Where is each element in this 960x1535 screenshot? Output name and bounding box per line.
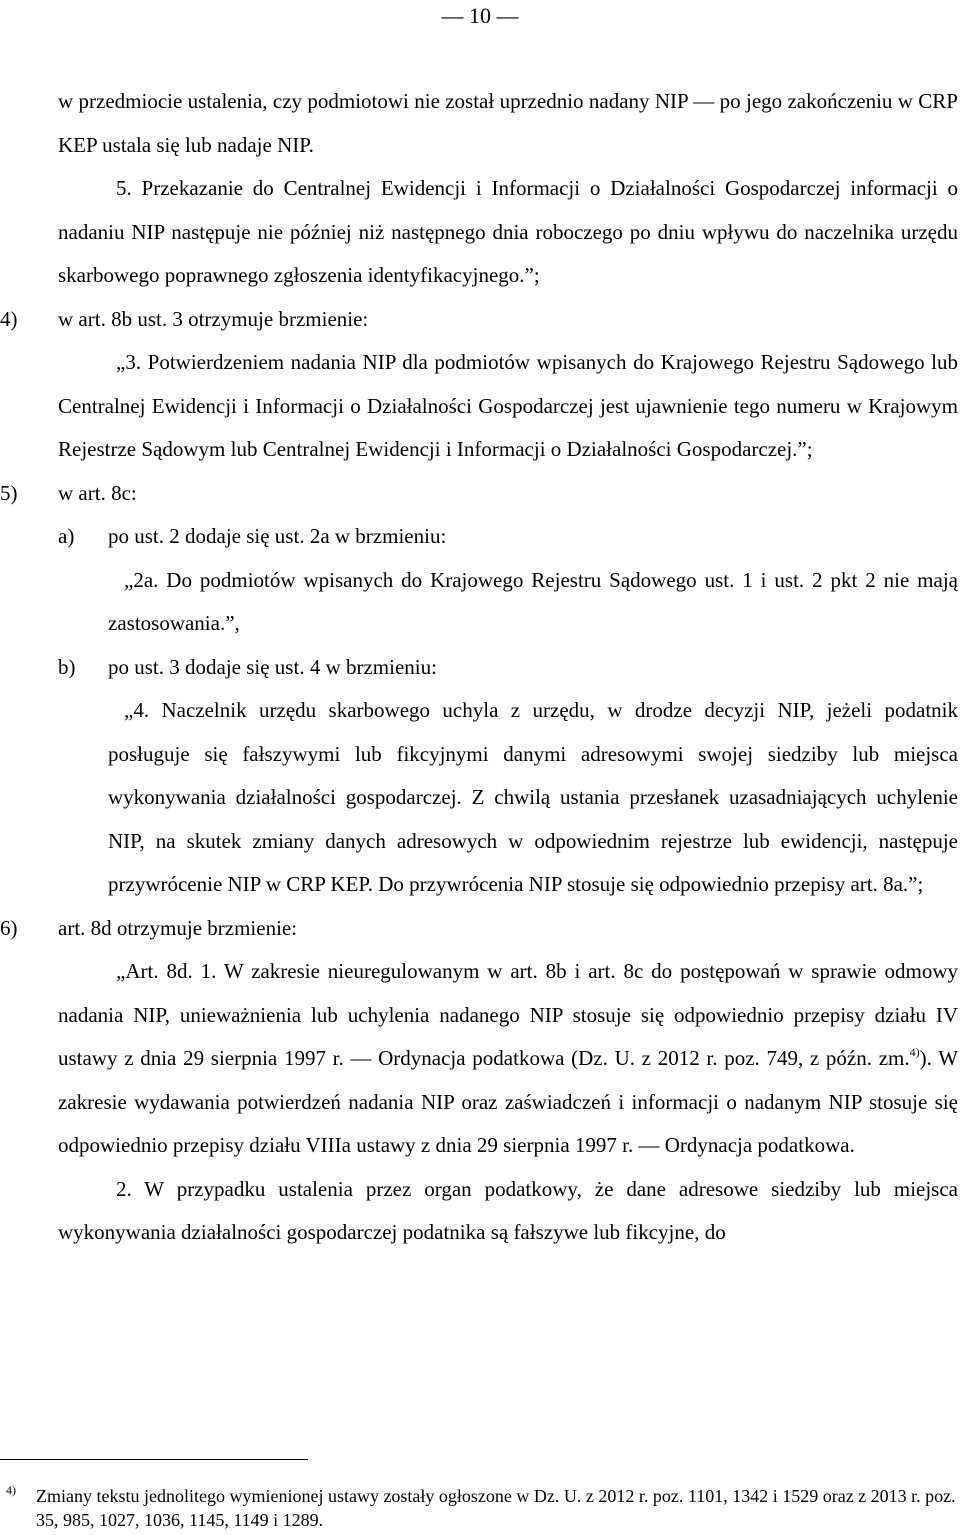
quoted-provision: „2a. Do podmiotów wpisanych do Krajowego Rejestru Sądowego ust. 1 i ust. 2 pkt 2 nie mają zastosowania.”, xyxy=(108,567,958,635)
list-item-4 xyxy=(0,298,958,472)
footnote-text: Zmiany tekstu jednolitego wymienionej ustawy zostały ogłoszone w Dz. U. z 2012 r. poz. 1101, 1342 i 1529 oraz z 2013 r. poz. 35, 985, 1027, 1036, 1145, 1149 i 1289. xyxy=(36,1486,956,1530)
sub-item-b xyxy=(58,646,958,907)
quoted-text: „Art. 8d. 1. W zakresie nieuregulowanym w art. 8b i art. 8c do postępowań w sprawie odmowy nadania NIP, unieważnienia lub uchylenia nadanego NIP stosuje się odpowiednio przepisy działu IV ustawy z dnia 29 sierpnia 1997 r. — Ordynacja podatkowa (Dz. U. z 2012 r. poz. 749, z późn. zm. xyxy=(58,959,958,1070)
sub-item-text: po ust. 3 dodaje się ust. 4 w brzmieniu: xyxy=(108,654,437,679)
quoted-provision: „3. Potwierdzeniem nadania NIP dla podmiotów wpisanych do Krajowego Rejestru Sądowego lub Centralnej Ewidencji i Informacji o Działalności Gospodarczej jest ujawnienie tego numeru w Krajowym Rejestrze Sądowym lub Centralnej Ewidencji i Informacji o Działalności Gospodarczej.”; xyxy=(58,350,958,461)
footnote-reference[interactable]: 4) xyxy=(909,1045,920,1059)
footnote xyxy=(0,1484,960,1532)
list-item-6 xyxy=(0,907,959,1255)
quoted-provision xyxy=(58,950,958,1168)
list-item-text: art. 8d otrzymuje brzmienie: xyxy=(58,915,298,940)
quoted-text: ). W zakresie wydawania potwierdzeń nadania NIP oraz zaświadczeń i informacji o nadanym NIP stosuje się odpowiednio przepisy działu VIIIa ustawy z dnia 29 sierpnia 1997 r. — Ordynacja podatkowa. xyxy=(58,1046,959,1157)
sub-item-letter: a) xyxy=(58,524,75,548)
quoted-provision-ust-2: 2. W przypadku ustalenia przez organ podatkowy, że dane adresowe siedziby lub miejsca wykonywania działalności gospodarczej podatnika są fałszywe lub fikcyjne, do xyxy=(58,1176,958,1244)
paragraph-ust-5: 5. Przekazanie do Centralnej Ewidencji i Informacji o Działalności Gospodarczej informacji o nadaniu NIP następuje nie później niż następnego dnia roboczego po dniu wpływu do naczelnika urzędu skarbowego poprawnego zgłoszenia identyfikacyjnego.”; xyxy=(58,176,958,287)
footnote-separator xyxy=(0,1459,308,1460)
footnote-mark: 4) xyxy=(6,1483,16,1497)
list-number: 6) xyxy=(0,915,18,940)
quoted-provision: „4. Naczelnik urzędu skarbowego uchyla z urzędu, w drodze decyzji NIP, jeżeli podatnik posługuje się fałszywymi lub fikcyjnymi danymi adresowymi swojej siedziby lub miejsca wykonywania działalności gospodarczej. Z chwilą ustania przesłanek uzasadniających uchylenie NIP, na skutek zmiany danych adresowych w odpowiednim rejestrze lub ewidencji, następuje przywrócenie NIP w CRP KEP. Do przywrócenia NIP stosuje się odpowiednio przepisy art. 8a.”; xyxy=(108,698,958,896)
paragraph-continuation: w przedmiocie ustalenia, czy podmiotowi nie został uprzednio nadany NIP — po jego zakończeniu w CRP KEP ustala się lub nadaje NIP. xyxy=(58,89,958,157)
list-number: 4) xyxy=(0,306,18,331)
document-body xyxy=(0,80,959,1255)
list-number: 5) xyxy=(0,480,18,505)
sub-item-a xyxy=(58,515,958,646)
list-item-text: w art. 8b ust. 3 otrzymuje brzmienie: xyxy=(58,306,369,331)
list-item-text: w art. 8c: xyxy=(58,480,137,505)
sub-item-letter: b) xyxy=(58,654,76,679)
page-number: — 10 — xyxy=(441,3,519,28)
list-item-5 xyxy=(0,472,958,907)
sub-item-text: po ust. 2 dodaje się ust. 2a w brzmieniu: xyxy=(108,524,447,548)
